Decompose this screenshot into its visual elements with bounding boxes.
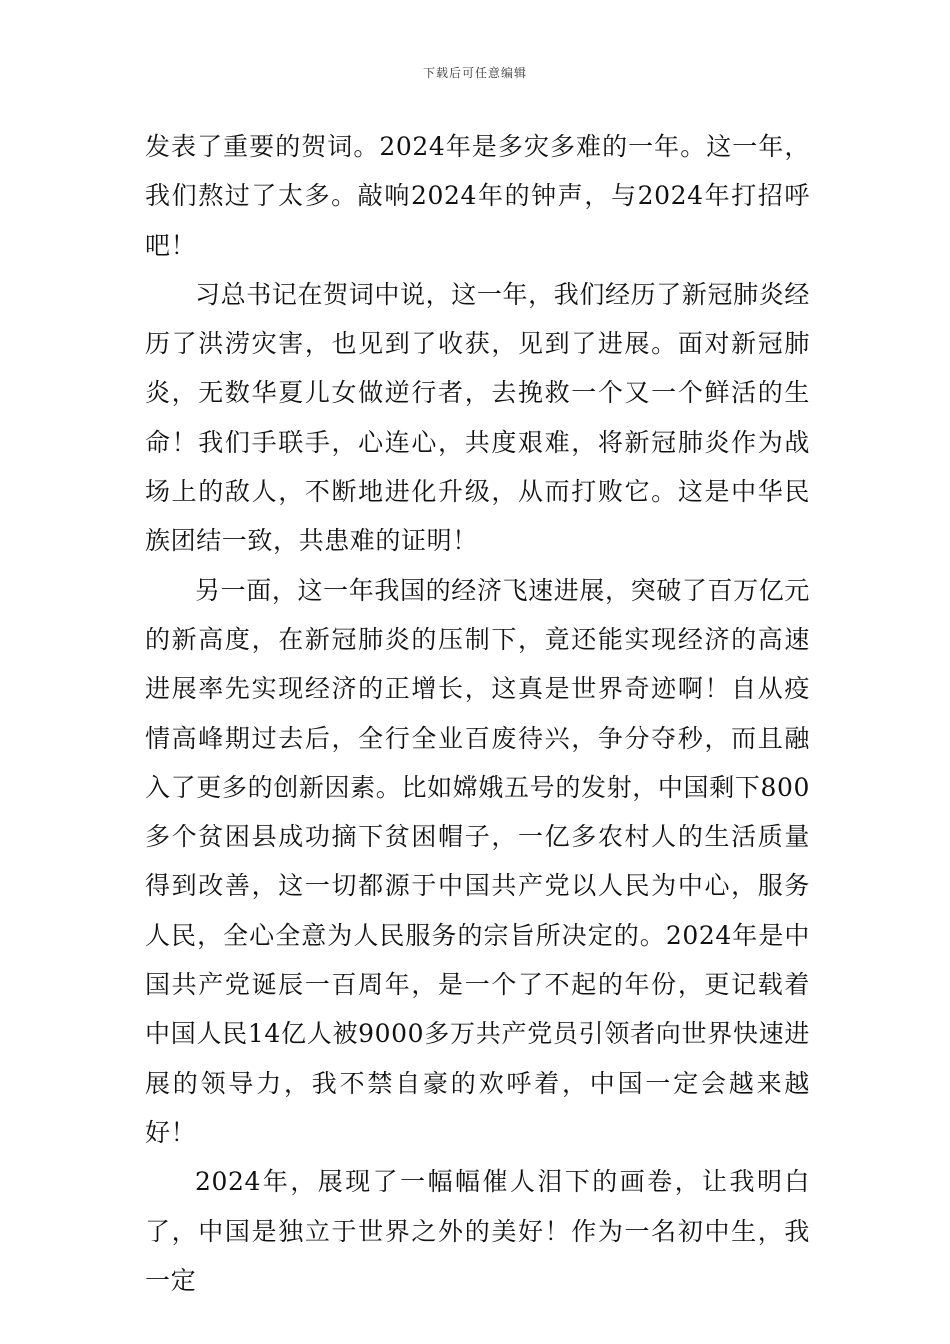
paragraph-3: 另一面，这一年我国的经济飞速进展，突破了百万亿元的新高度，在新冠肺炎的压制下，竟还能实现经济的高速进展率先实现经济的正增长，这真是世界奇迹啊！自从疫情高峰期过去后，全行全业百废待兴，争分夺秒，而且融入了更多的创新因素。比如嫦娥五号的发射，中国剩下800多个贫困县成功摘下贫困帽子，一亿多农村人的生活质量得到改善，这一切都源于中国共产党以人民为中心，服务人民，全心全意为人民服务的宗旨所决定的。2024年是中国共产党诞辰一百周年，是一个了不起的年份，更记载着中国人民14亿人被9000多万共产党员引领者向世界快速进展的领导力，我不禁自豪的欢呼着，中国一定会越来越好！ (145, 575, 810, 1147)
document-body (145, 122, 810, 1305)
paragraph-1: 发表了重要的贺词。2024年是多灾多难的一年。这一年，我们熬过了太多。敲响2024年的钟声，与2024年打招呼吧！ (145, 132, 810, 260)
page-header-note: 下载后可任意编辑 (422, 66, 527, 80)
paragraph-4: 2024年，展现了一幅幅催人泪下的画卷，让我明白了，中国是独立于世界之外的美好！作为一名初中生，我一定 (145, 1167, 810, 1295)
paragraph-2: 习总书记在贺词中说，这一年，我们经历了新冠肺炎经历了洪涝灾害，也见到了收获，见到了进展。面对新冠肺炎，无数华夏儿女做逆行者，去挽救一个又一个鲜活的生命！我们手联手，心连心，共度艰难，将新冠肺炎作为战场上的敌人，不断地进化升级，从而打败它。这是中华民族团结一致，共患难的证明！ (145, 279, 810, 556)
